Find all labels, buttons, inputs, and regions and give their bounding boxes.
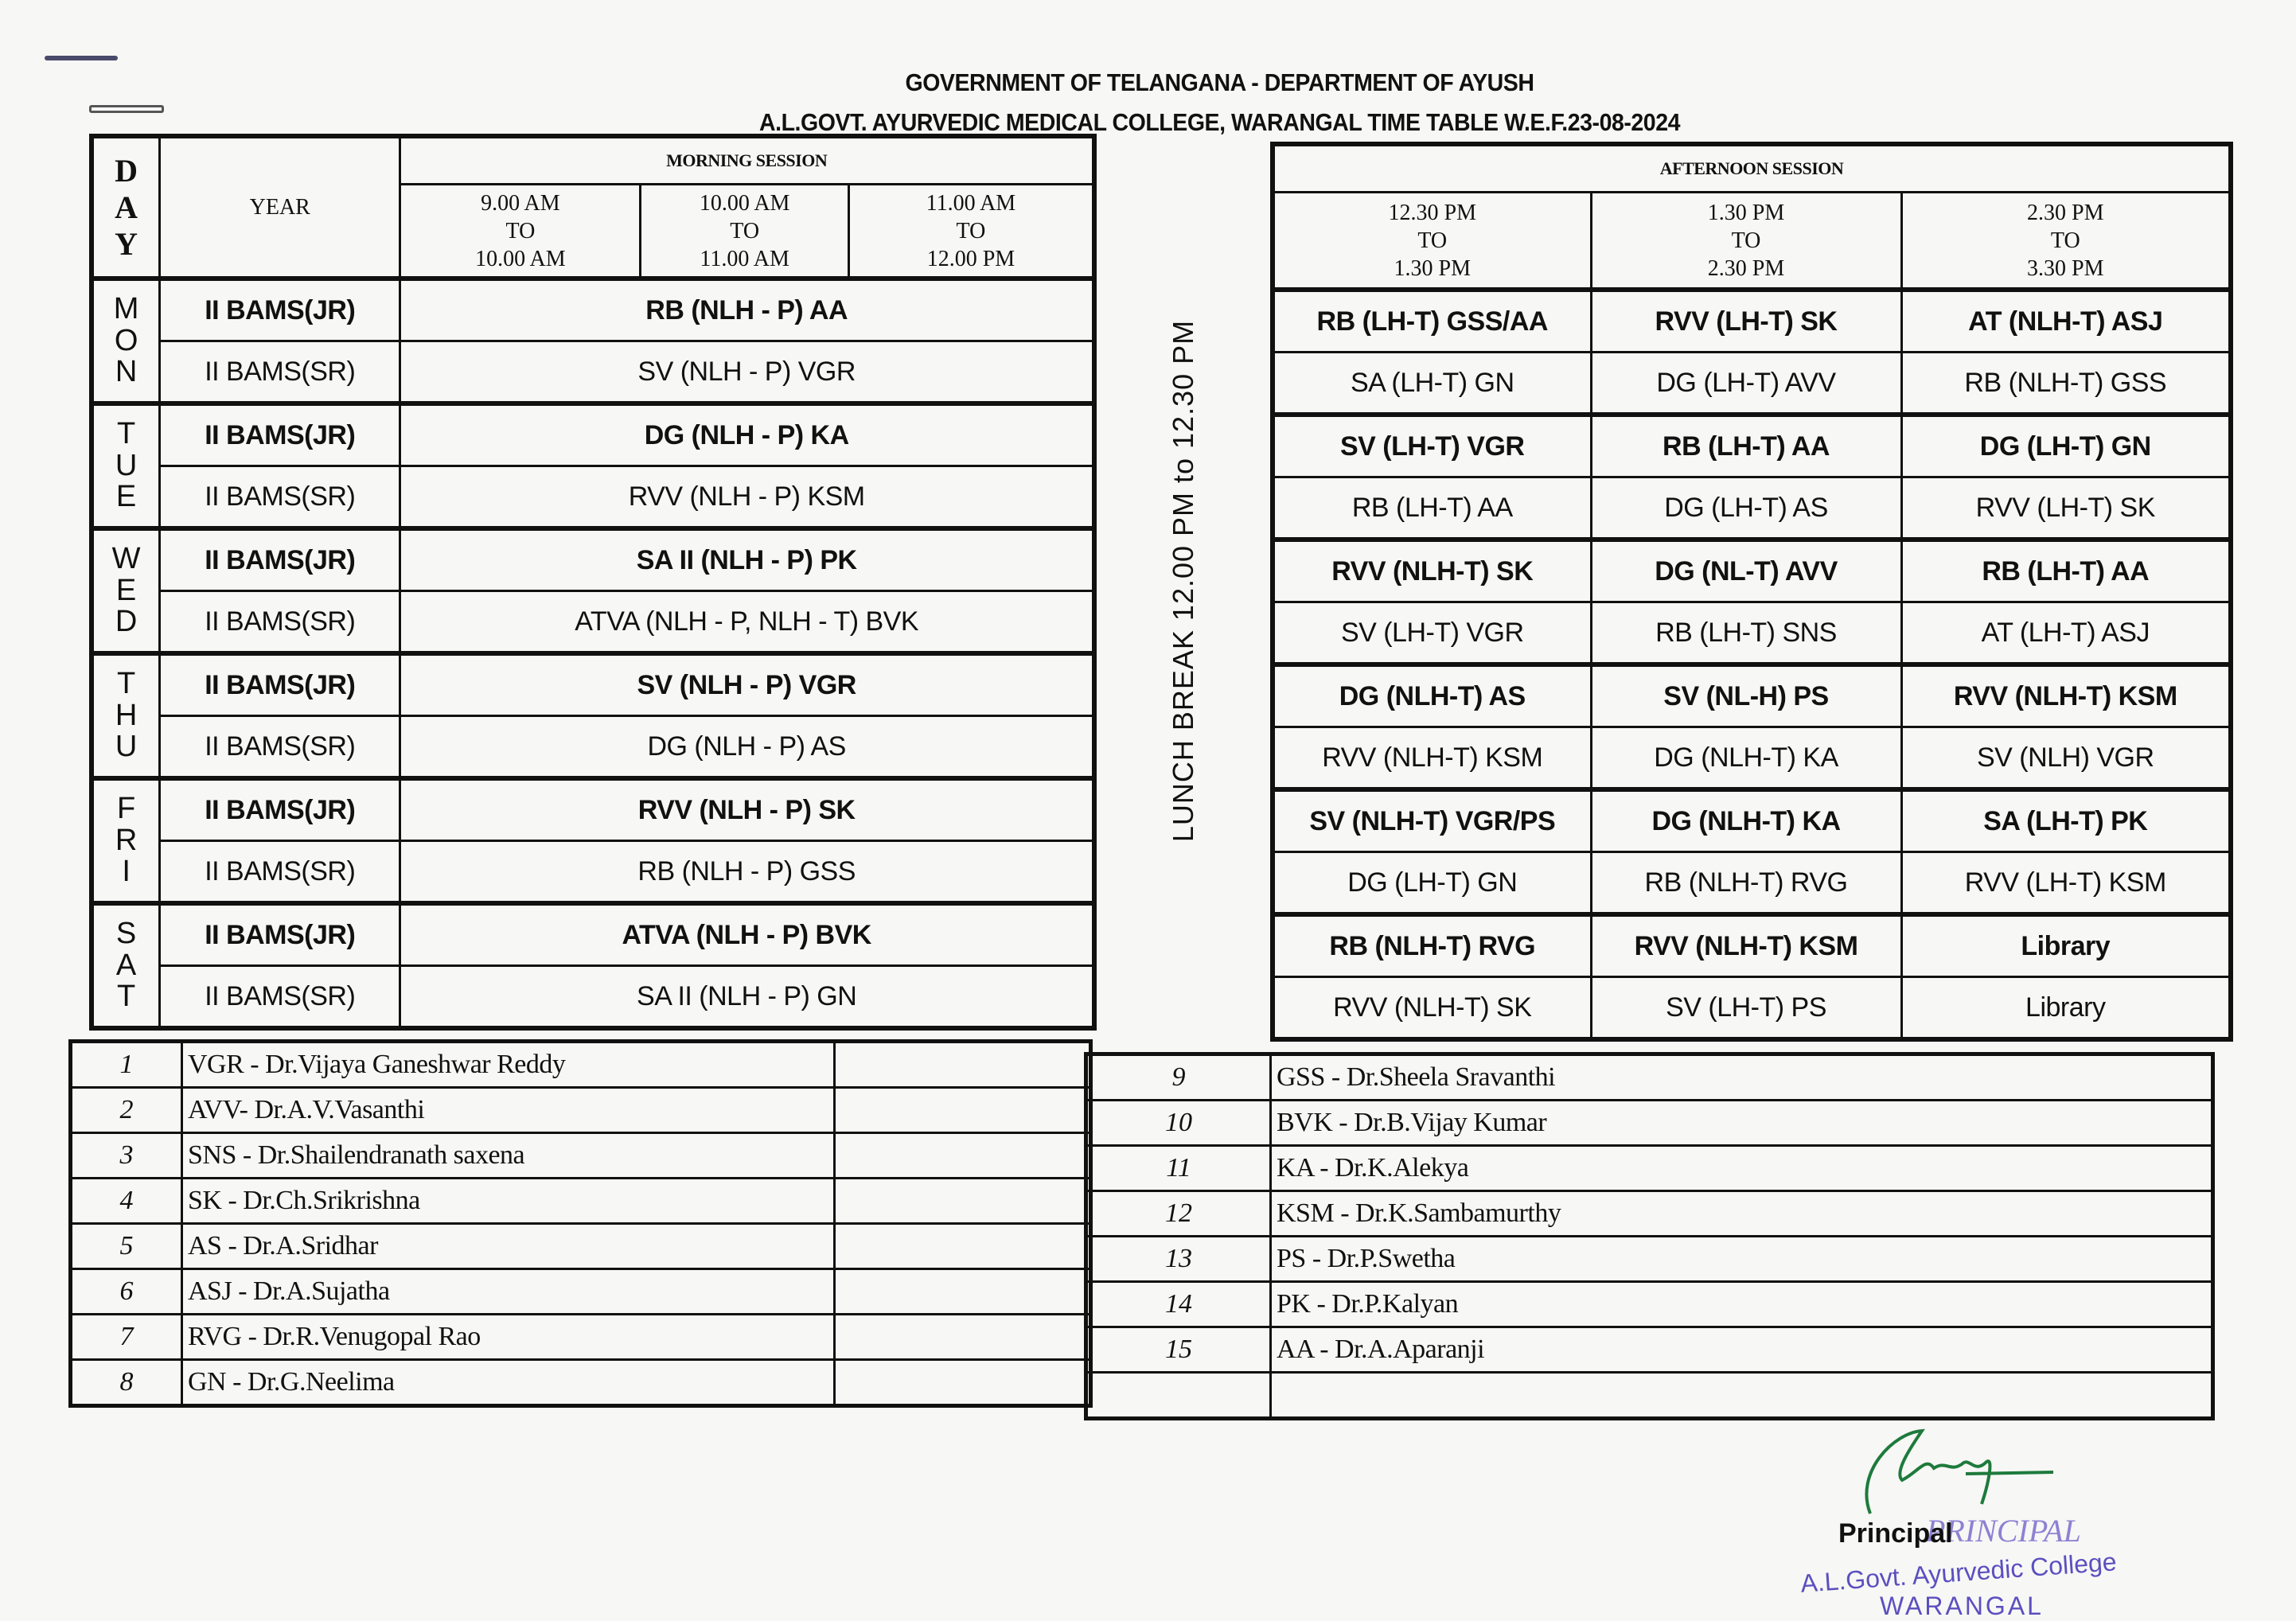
legend-row [1086,1282,2213,1327]
table-row [92,403,1094,466]
year-cell: II BAMS(JR) [160,778,400,841]
legend-empty-cell [835,1179,1091,1224]
afternoon-class-cell: SA (LH-T) PK [1901,789,2231,852]
day-header-letter: Y [115,225,138,262]
afternoon-class-cell: RB (LH-T) SNS [1591,602,1901,665]
table-row [1273,290,2231,353]
morning-class-cell: DG (NLH - P) AS [400,716,1094,779]
afternoon-class-cell: RB (LH-T) GSS/AA [1273,290,1591,353]
afternoon-class-cell: RVV (NLH-T) KSM [1591,914,1901,977]
lunch-break-label [1148,302,1219,859]
year-cell: II BAMS(JR) [160,279,400,341]
table-row [92,591,1094,654]
morning-class-cell: SV (NLH - P) VGR [400,653,1094,716]
principal-signature [1846,1424,2109,1520]
table-row [92,341,1094,404]
afternoon-class-cell: RB (NLH-T) RVG [1591,852,1901,915]
year-cell: II BAMS(SR) [160,341,400,404]
day-letter: H [115,698,138,732]
legend-empty-cell [835,1360,1091,1406]
afternoon-class-cell: RVV (NLH-T) SK [1273,540,1591,602]
legend-row [71,1224,1091,1269]
legend-row [71,1133,1091,1179]
legend-faculty-name: VGR - Dr.Vijaya Ganeshwar Reddy [182,1042,835,1088]
legend-faculty-name: KSM - Dr.K.Sambamurthy [1271,1191,2213,1237]
legend-faculty-name: AVV- Dr.A.V.Vasanthi [182,1088,835,1133]
stamp-title: PRINCIPAL [1926,1513,2081,1549]
afternoon-class-cell: SV (NLH) VGR [1901,727,2231,790]
slot-time-text: 1.30 PM [1707,200,1785,225]
afternoon-class-cell: RB (NLH-T) GSS [1901,353,2231,415]
legend-number: 9 [1086,1054,1271,1101]
legend-empty-cell [835,1224,1091,1269]
day-cell-mon [92,279,160,403]
legend-row [71,1088,1091,1133]
table-row [1273,977,2231,1040]
afternoon-slot-header [1901,193,2231,290]
afternoon-session-header: AFTERNOON SESSION [1273,144,2231,193]
afternoon-class-cell: DG (NLH-T) KA [1591,727,1901,790]
table-row [1273,353,2231,415]
afternoon-class-cell: RVV (LH-T) SK [1901,477,2231,540]
year-cell: II BAMS(SR) [160,966,400,1029]
day-header-letter: D [115,152,138,189]
afternoon-class-cell: Library [1901,914,2231,977]
slot-time-text: 12.30 PM [1388,200,1476,225]
stamp-city: WARANGAL [1880,1592,2044,1620]
faculty-legend-right [1084,1052,2215,1420]
afternoon-timetable [1270,142,2233,1042]
slot-time-text: TO [505,218,536,244]
slot-time-text: 2.30 PM [1707,255,1785,281]
year-cell: II BAMS(SR) [160,466,400,529]
day-column-header [92,136,160,279]
morning-timetable [89,134,1097,1031]
afternoon-class-cell: SV (NLH-T) VGR/PS [1273,789,1591,852]
morning-slot-header [848,185,1094,279]
year-cell: II BAMS(SR) [160,841,400,904]
table-row [1273,914,2231,977]
legend-row [1086,1054,2213,1101]
document-title-line-2: A.L.GOVT. AYURVEDIC MEDICAL COLLEGE, WARANGAL TIME TABLE W.E.F.23-08-2024 [758,108,1681,136]
morning-slot-header [641,185,848,279]
table-row [1273,477,2231,540]
legend-faculty-name: ASJ - Dr.A.Sujatha [182,1269,835,1315]
morning-class-cell: DG (NLH - P) KA [400,403,1094,466]
legend-number: 5 [71,1224,182,1269]
legend-number: 11 [1086,1146,1271,1191]
afternoon-class-cell: SV (LH-T) VGR [1273,602,1591,665]
legend-number: 2 [71,1088,182,1133]
table-row [92,841,1094,904]
afternoon-class-cell: RB (LH-T) AA [1273,477,1591,540]
legend-row [1086,1191,2213,1237]
day-cell-tue [92,403,160,528]
day-letter: S [115,916,137,950]
afternoon-class-cell: RVV (NLH-T) KSM [1901,664,2231,727]
legend-faculty-name: AA - Dr.A.Aparanji [1271,1327,2213,1373]
legend-faculty-name: AS - Dr.A.Sridhar [182,1224,835,1269]
day-letter: T [116,980,136,1014]
legend-number: 3 [71,1133,182,1179]
afternoon-class-cell: RB (LH-T) AA [1591,415,1901,477]
stamp-college: A.L.Govt. Ayurvedic College [1799,1547,2118,1598]
legend-faculty-name: GN - Dr.G.Neelima [182,1360,835,1406]
day-cell-wed [92,528,160,653]
morning-class-cell: SV (NLH - P) VGR [400,341,1094,404]
legend-row [1086,1101,2213,1146]
afternoon-class-cell: DG (NLH-T) KA [1591,789,1901,852]
day-letter: E [115,573,137,607]
slot-time-text: 1.30 PM [1394,255,1471,281]
legend-empty-cell [835,1133,1091,1179]
legend-faculty-name: GSS - Dr.Sheela Sravanthi [1271,1054,2213,1101]
legend-number: 12 [1086,1191,1271,1237]
legend-row [71,1360,1091,1406]
day-letter: W [111,541,141,575]
legend-empty-cell [835,1269,1091,1315]
year-cell: II BAMS(JR) [160,903,400,966]
legend-faculty-name: BVK - Dr.B.Vijay Kumar [1271,1101,2213,1146]
faculty-legend-left [68,1039,1093,1408]
year-cell: II BAMS(JR) [160,528,400,591]
year-cell: II BAMS(SR) [160,591,400,654]
slot-time-text: 10.00 AM [475,246,566,271]
slot-time-text: TO [1731,228,1761,253]
slot-time-text: TO [1417,228,1448,253]
slot-time-text: 11.00 AM [700,246,789,271]
table-row [1273,789,2231,852]
afternoon-class-cell: RVV (NLH-T) KSM [1273,727,1591,790]
afternoon-class-cell: RB (LH-T) AA [1901,540,2231,602]
year-cell: II BAMS(SR) [160,716,400,779]
afternoon-class-cell: AT (LH-T) ASJ [1901,602,2231,665]
afternoon-class-cell: DG (LH-T) GN [1901,415,2231,477]
legend-number: 8 [71,1360,182,1406]
legend-number: 6 [71,1269,182,1315]
principal-label: Principal [1838,1518,1953,1549]
slot-time-text: 2.30 PM [2027,200,2104,225]
table-row [1273,727,2231,790]
day-letter: M [113,291,139,325]
legend-empty-cell [835,1088,1091,1133]
legend-row [71,1179,1091,1224]
afternoon-class-cell: RB (NLH-T) RVG [1273,914,1591,977]
afternoon-class-cell: RVV (LH-T) SK [1591,290,1901,353]
legend-number: 7 [71,1315,182,1360]
day-cell-sat [92,903,160,1028]
year-column-header: YEAR [160,136,400,279]
table-row [92,528,1094,591]
year-cell: II BAMS(JR) [160,653,400,716]
legend-faculty-name [1271,1373,2213,1419]
day-letter: E [115,480,137,514]
morning-class-cell: RVV (NLH - P) SK [400,778,1094,841]
slot-time-text: TO [2050,228,2080,253]
slot-time-text: 3.30 PM [2027,255,2104,281]
legend-row [1086,1146,2213,1191]
day-letter: O [114,323,138,357]
afternoon-class-cell: DG (LH-T) AVV [1591,353,1901,415]
legend-faculty-name: PK - Dr.P.Kalyan [1271,1282,2213,1327]
morning-class-cell: ATVA (NLH - P) BVK [400,903,1094,966]
morning-class-cell: SA II (NLH - P) GN [400,966,1094,1029]
afternoon-class-cell: DG (NL-T) AVV [1591,540,1901,602]
legend-row [71,1269,1091,1315]
day-letter: U [115,448,138,482]
day-letter: N [115,355,138,389]
table-row [1273,415,2231,477]
morning-session-header: MORNING SESSION [400,136,1094,185]
document-title-line-1: GOVERNMENT OF TELANGANA - DEPARTMENT OF AYUSH [905,68,1534,96]
day-letter: T [116,666,136,700]
table-row [1273,664,2231,727]
day-letter: A [115,948,137,982]
slot-time-text: TO [956,218,986,244]
table-row [1273,852,2231,915]
day-cell-fri [92,778,160,903]
legend-number [1086,1373,1271,1419]
legend-number: 15 [1086,1327,1271,1373]
table-row [92,966,1094,1029]
legend-row [71,1042,1091,1088]
legend-number: 14 [1086,1282,1271,1327]
slot-time-text: TO [730,218,760,244]
afternoon-class-cell: DG (LH-T) GN [1273,852,1591,915]
legend-row [1086,1373,2213,1419]
afternoon-class-cell: Library [1901,977,2231,1040]
legend-row [1086,1237,2213,1282]
table-row [92,279,1094,341]
year-cell: II BAMS(JR) [160,403,400,466]
lunch-break-text: LUNCH BREAK 12.00 PM to 12.30 PM [1167,319,1199,843]
legend-number: 10 [1086,1101,1271,1146]
table-row [92,653,1094,716]
legend-faculty-name: KA - Dr.K.Alekya [1271,1146,2213,1191]
legend-empty-cell [835,1315,1091,1360]
morning-class-cell: RB (NLH - P) GSS [400,841,1094,904]
table-row [92,778,1094,841]
legend-number: 4 [71,1179,182,1224]
day-letter: I [122,855,131,889]
day-letter: R [115,823,138,857]
afternoon-class-cell: SV (LH-T) PS [1591,977,1901,1040]
day-letter: D [115,605,138,639]
table-row [92,903,1094,966]
morning-class-cell: ATVA (NLH - P, NLH - T) BVK [400,591,1094,654]
morning-class-cell: SA II (NLH - P) PK [400,528,1094,591]
day-header-letter: A [115,189,138,225]
afternoon-slot-header [1591,193,1901,290]
afternoon-slot-header [1273,193,1591,290]
legend-row [71,1315,1091,1360]
day-cell-thu [92,653,160,778]
afternoon-class-cell: AT (NLH-T) ASJ [1901,290,2231,353]
table-row [1273,540,2231,602]
legend-faculty-name: SK - Dr.Ch.Srikrishna [182,1179,835,1224]
pen-mark [45,56,118,60]
legend-row [1086,1327,2213,1373]
legend-faculty-name: SNS - Dr.Shailendranath saxena [182,1133,835,1179]
morning-class-cell: RVV (NLH - P) KSM [400,466,1094,529]
afternoon-class-cell: RVV (NLH-T) SK [1273,977,1591,1040]
morning-class-cell: RB (NLH - P) AA [400,279,1094,341]
legend-number: 13 [1086,1237,1271,1282]
slot-time-text: 11.00 AM [926,190,1016,216]
slot-time-text: 10.00 AM [699,190,790,216]
slot-time-text: 9.00 AM [481,190,560,216]
afternoon-class-cell: DG (NLH-T) AS [1273,664,1591,727]
table-row [1273,602,2231,665]
afternoon-class-cell: RVV (LH-T) KSM [1901,852,2231,915]
pen-mark [89,105,164,113]
legend-empty-cell [835,1042,1091,1088]
morning-slot-header [400,185,641,279]
afternoon-class-cell: SV (NL-H) PS [1591,664,1901,727]
day-letter: F [116,791,136,825]
afternoon-class-cell: SA (LH-T) GN [1273,353,1591,415]
day-letter: U [115,730,138,764]
legend-faculty-name: PS - Dr.P.Swetha [1271,1237,2213,1282]
table-row [92,466,1094,529]
afternoon-class-cell: DG (LH-T) AS [1591,477,1901,540]
afternoon-class-cell: SV (LH-T) VGR [1273,415,1591,477]
table-row [92,716,1094,779]
legend-number: 1 [71,1042,182,1088]
day-letter: T [116,416,136,450]
legend-faculty-name: RVG - Dr.R.Venugopal Rao [182,1315,835,1360]
slot-time-text: 12.00 PM [926,246,1015,271]
